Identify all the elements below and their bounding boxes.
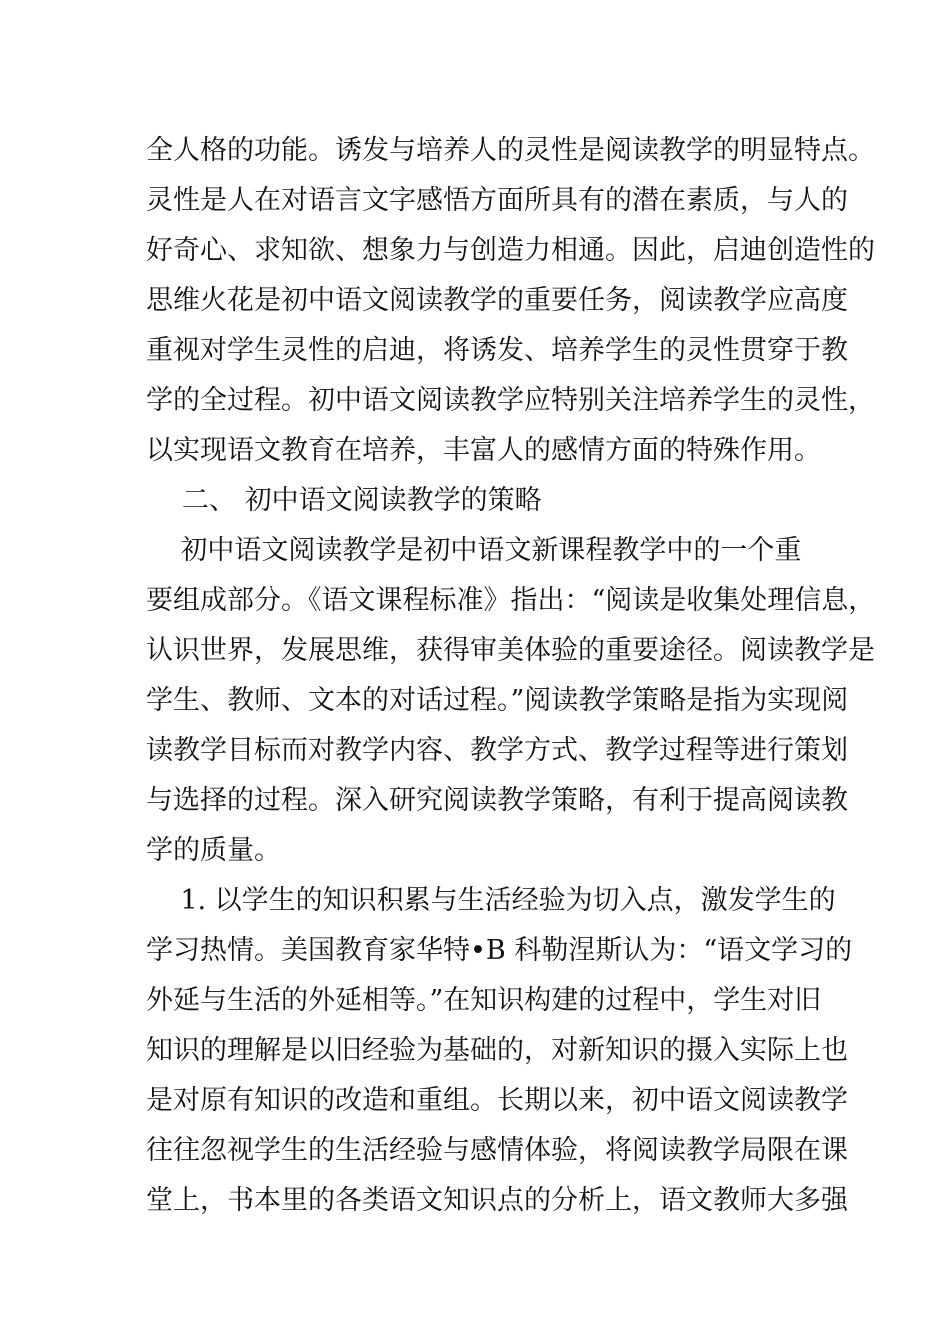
text-line: 往往忽视学生的生活经验与感情体验，将阅读教学局限在课	[146, 1135, 848, 1166]
text-line: 外延与生活的外延相等。”在知识构建的过程中，学生对旧	[146, 985, 822, 1016]
text-line: 学的质量。	[146, 835, 281, 866]
text-line: 要组成部分。《语文课程标准》指出：“阅读是收集处理信息，	[146, 585, 876, 616]
text-line: 学习热情。美国教育家华特•B 科勒涅斯认为：“语文学习的	[146, 935, 853, 966]
text-line: 初中语文阅读教学是初中语文新课程教学中的一个重	[146, 535, 802, 566]
section-heading: 二、 初中语文阅读教学的策略	[182, 485, 542, 516]
text-line: 灵性是人在对语言文字感悟方面所具有的潜在素质，与人的	[146, 185, 848, 216]
text-line: 1. 以学生的知识积累与生活经验为切入点，激发学生的	[146, 885, 836, 916]
text-line: 是对原有知识的改造和重组。长期以来，初中语文阅读教学	[146, 1085, 848, 1116]
text-line: 以实现语文教育在培养，丰富人的感情方面的特殊作用。	[146, 435, 821, 466]
text-line: 学的全过程。初中语文阅读教学应特别关注培养学生的灵性，	[146, 385, 875, 416]
text-line: 重视对学生灵性的启迪，将诱发、培养学生的灵性贯穿于教	[146, 335, 848, 366]
text-line: 全人格的功能。诱发与培养人的灵性是阅读教学的明显特点。	[146, 135, 875, 166]
text-line: 认识世界，发展思维，获得审美体验的重要途径。阅读教学是	[146, 635, 875, 666]
text-line: 堂上，书本里的各类语文知识点的分析上，语文教师大多强	[146, 1185, 848, 1216]
text-line: 好奇心、求知欲、想象力与创造力相通。因此，启迪创造性的	[146, 235, 875, 266]
text-line: 与选择的过程。深入研究阅读教学策略，有利于提高阅读教	[146, 785, 848, 816]
text-line: 读教学目标而对教学内容、教学方式、教学过程等进行策划	[146, 735, 848, 766]
text-line: 学生、教师、文本的对话过程。”阅读教学策略是指为实现阅	[146, 685, 849, 716]
text-line: 知识的理解是以旧经验为基础的，对新知识的摄入实际上也	[146, 1035, 848, 1066]
text-line: 思维火花是初中语文阅读教学的重要任务，阅读教学应高度	[146, 285, 848, 316]
body-text	[146, 126, 876, 1226]
